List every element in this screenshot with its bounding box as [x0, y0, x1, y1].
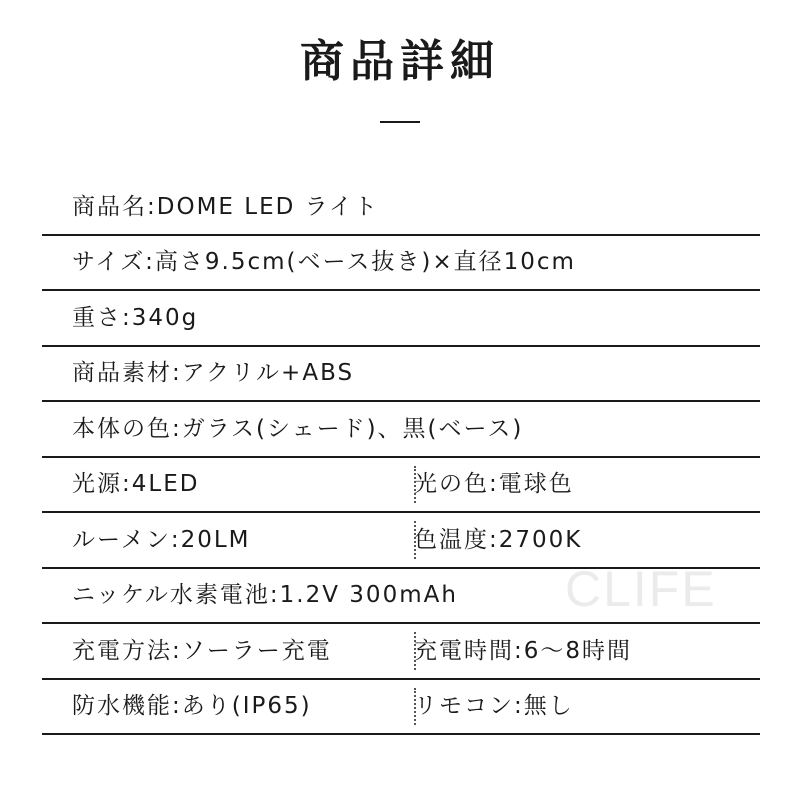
spec-battery: ニッケル水素電池:1.2V 300mAh [72, 582, 458, 609]
spec-row-light-source [42, 458, 760, 514]
spec-row-color [42, 402, 760, 458]
spec-row-lumen [42, 513, 760, 569]
spec-body-color: 本体の色:ガラス(シェード)、黒(ベース) [72, 415, 524, 442]
spec-waterproof: 防水機能:あり(IP65) [72, 693, 312, 720]
spec-lumen: ルーメン:20LM [72, 526, 251, 553]
column-divider [414, 466, 416, 504]
spec-light-color: 光の色:電球色 [414, 471, 574, 498]
column-divider [414, 521, 416, 559]
spec-charging-method: 充電方法:ソーラー充電 [72, 637, 332, 664]
page-title: 商品詳細 [300, 36, 500, 87]
spec-product-name: 商品名:DOME LED ライト [72, 193, 379, 220]
spec-row-waterproof [42, 680, 760, 736]
spec-row-battery [42, 569, 760, 625]
spec-table [42, 180, 760, 735]
spec-row-charging [42, 624, 760, 680]
spec-material: 商品素材:アクリル+ABS [72, 360, 355, 387]
title-underline [380, 121, 420, 123]
spec-row-material [42, 347, 760, 403]
spec-size: サイズ:高さ9.5cm(ベース抜き)×直径10cm [72, 249, 576, 276]
spec-light-source: 光源:4LED [72, 471, 200, 498]
spec-row-weight [42, 291, 760, 347]
brand-watermark: CLIFE [565, 561, 717, 617]
column-divider [414, 688, 416, 726]
spec-row-product-name [42, 180, 760, 236]
column-divider [414, 632, 416, 670]
spec-color-temperature: 色温度:2700K [414, 526, 583, 553]
spec-row-size [42, 236, 760, 292]
spec-remote: リモコン:無し [414, 693, 574, 720]
spec-charging-time: 充電時間:6〜8時間 [414, 637, 633, 664]
spec-weight: 重さ:340g [72, 304, 199, 331]
